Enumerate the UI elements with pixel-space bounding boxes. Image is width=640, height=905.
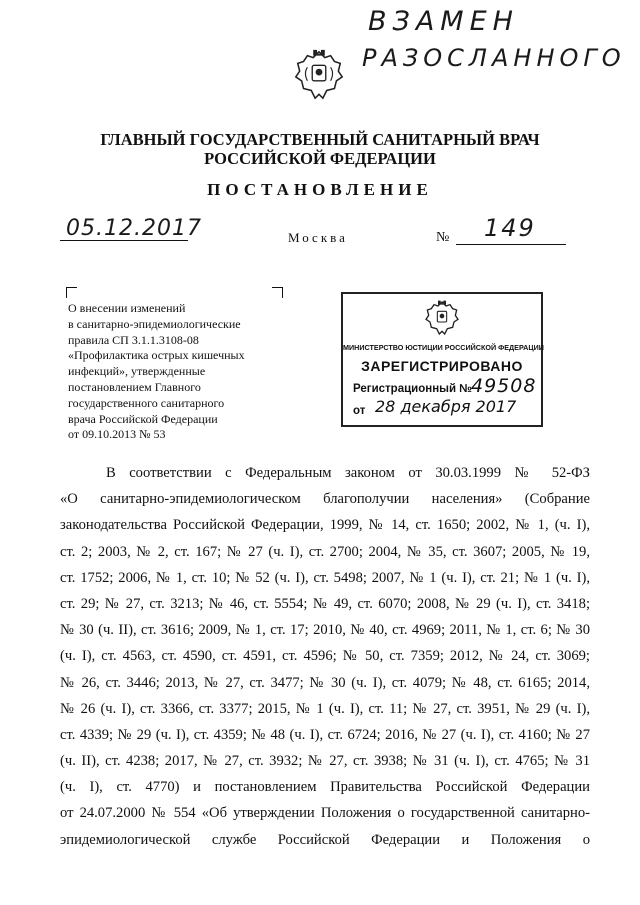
document-date: 05.12.2017 <box>66 216 202 241</box>
subject-corner-left <box>66 287 77 298</box>
subject-line: «Профилактика острых кишечных <box>68 348 245 363</box>
subject-line: врача Российской Федерации <box>68 411 218 426</box>
registration-stamp <box>341 292 543 427</box>
subject-line: правила СП 3.1.1.3108-08 <box>68 332 199 347</box>
stamp-regno-label: Регистрационный № <box>353 383 473 395</box>
subject-corner-right <box>272 287 283 298</box>
body-line: ст. 1752; 2006, № 1, ст. 10; № 52 (ч. I), ст. 5498; 2007, № 1 (ч. I), ст. 21; № 1 (ч. I), <box>60 569 590 586</box>
body-line: (ч. I), ст. 4563, ст. 4590, ст. 4591, ст. 4596; № 50, ст. 7359; 2012, № 24, ст. 3069; <box>60 648 590 665</box>
handwritten-note-line1: ВЗАМЕН <box>368 6 519 37</box>
stamp-from-label: от <box>353 405 366 417</box>
body-line: ст. 2; 2003, № 2, ст. 167; № 27 (ч. I), ст. 2700; 2004, № 35, ст. 3607; 2005, № 19, <box>60 543 590 560</box>
body-line: эпидемиологической службе Российской Федерации и Положения о <box>60 831 590 848</box>
stamp-coat-of-arms-icon <box>421 298 463 338</box>
handwritten-note-line2: РАЗОСЛАННОГО <box>362 44 626 72</box>
issuer-heading-line1: ГЛАВНЫЙ ГОСУДАРСТВЕННЫЙ САНИТАРНЫЙ ВРАЧ <box>100 130 540 149</box>
document-subject <box>68 301 298 443</box>
body-line: ст. 29; № 27, ст. 3213; № 46, ст. 5554; № 49, ст. 6070; 2008, № 29 (ч. I), ст. 3418; <box>60 595 590 612</box>
document-number: 149 <box>484 214 536 242</box>
document-city: Москва <box>288 230 348 245</box>
body-line: (ч. II), ст. 4238; 2017, № 27, ст. 3932; № 27, ст. 3938; № 31 (ч. I), ст. 4765; № 31 <box>60 753 590 770</box>
document-type: ПОСТАНОВЛЕНИЕ <box>207 180 433 199</box>
subject-line: О внесении изменений <box>68 301 186 315</box>
subject-line: постановлением Главного <box>68 379 201 394</box>
issuer-heading-line2: РОССИЙСКОЙ ФЕДЕРАЦИИ <box>204 149 436 168</box>
body-line: от 24.07.2000 № 554 «Об утверждении Положения о государственной санитарно- <box>60 805 590 822</box>
subject-line: инфекций», утвержденные <box>68 364 206 379</box>
issuer-heading <box>0 130 640 168</box>
stamp-ministry: МИНИСТЕРСТВО ЮСТИЦИИ РОССИЙСКОЙ ФЕДЕРАЦИИ <box>343 343 544 352</box>
number-underline <box>456 244 566 245</box>
body-line: В соответствии с Федеральным законом от 30.03.1999 № 52-ФЗ <box>106 465 590 481</box>
stamp-registered: ЗАРЕГИСТРИРОВАНО <box>361 358 523 374</box>
document-body <box>60 460 590 853</box>
date-underline <box>60 240 188 241</box>
body-line: ст. 4339; № 29 (ч. I), ст. 4359; № 48 (ч. I), ст. 6724; 2016, № 27 (ч. I), ст. 4160; № 27 <box>60 726 590 743</box>
body-line: № 30 (ч. II), ст. 3616; 2009, № 1, ст. 17; 2010, № 40, ст. 4969; 2011, № 1, ст. 6; № 30 <box>60 622 590 639</box>
body-line: № 26 (ч. I), ст. 3366, ст. 3377; 2015, № 1 (ч. I), ст. 11; № 27, ст. 3951, № 29 (ч. I), <box>60 700 590 717</box>
body-line: законодательства Российской Федерации, 1999, № 14, ст. 1650; 2002, № 1, (ч. I), <box>60 517 590 534</box>
number-sign: № <box>436 230 450 245</box>
body-line: № 26, ст. 3446; 2013, № 27, ст. 3477; № 30 (ч. I), ст. 4079; № 48, ст. 6165; 2014, <box>60 674 590 691</box>
stamp-date: 28 декабря 2017 <box>375 397 517 416</box>
body-line: «О санитарно-эпидемиологическом благополучии населения» (Собрание <box>60 491 590 508</box>
subject-line: от 09.10.2013 № 53 <box>68 427 166 442</box>
stamp-regno: 49508 <box>471 375 537 397</box>
subject-line: государственного санитарного <box>68 395 225 410</box>
subject-line: в санитарно-эпидемиологические <box>68 316 241 331</box>
body-line: (ч. I), ст. 4770) и постановлением Правительства Российской Федерации <box>60 779 590 796</box>
russian-coat-of-arms-icon <box>290 46 348 104</box>
